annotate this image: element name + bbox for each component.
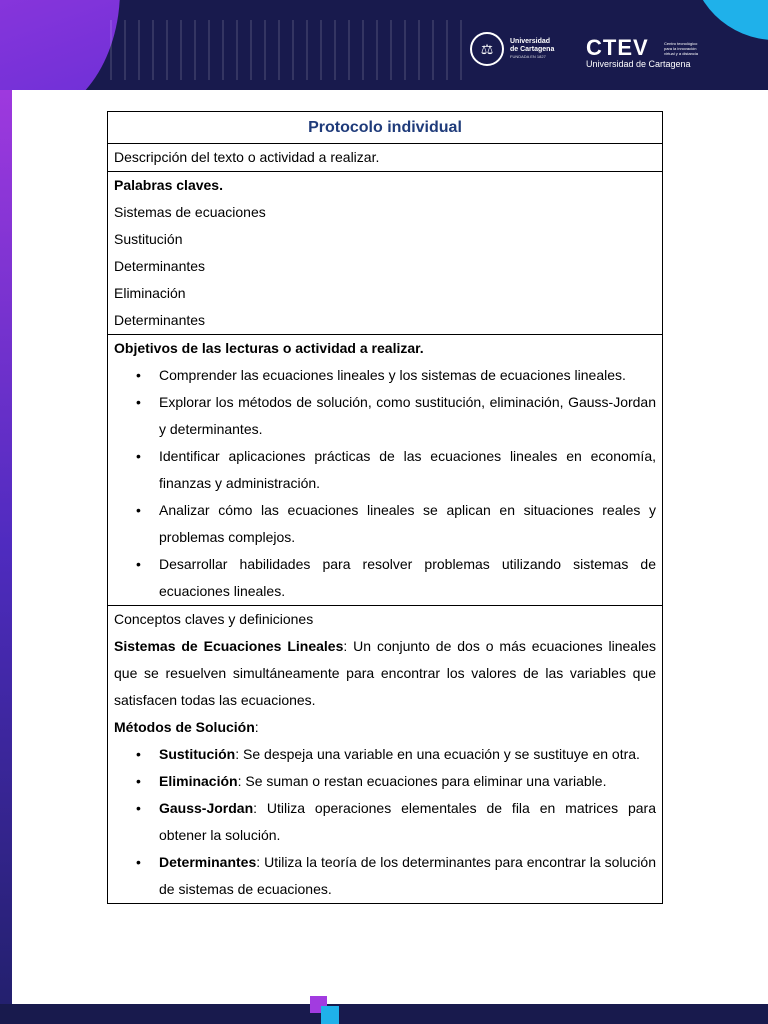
method-text: : Se despeja una variable en una ecuación y se sustituye en otra. (235, 746, 640, 762)
method-term: Sustitución (159, 746, 236, 762)
method-text: : Utiliza la teoría de los determinantes para encontrar la solución de sistemas de ecuaciones. (159, 854, 656, 897)
method-item (114, 768, 656, 795)
decorative-pattern (110, 20, 470, 80)
keywords-heading: Palabras claves. (114, 177, 223, 193)
left-gradient-bar (0, 90, 12, 1004)
keyword-item: Eliminación (114, 285, 186, 301)
objective-item: • Analizar cómo las ecuaciones lineales se aplican en situaciones reales y problemas complejos. (114, 497, 656, 551)
objectives-heading: Objetivos de las lecturas o actividad a realizar. (114, 340, 424, 356)
method-term: Eliminación (159, 773, 238, 789)
concepts-cell (108, 606, 662, 903)
methods-term: Métodos de Solución (114, 719, 255, 735)
university-name-line2: de Cartagena (510, 46, 555, 53)
objective-item: • Comprender las ecuaciones lineales y los sistemas de ecuaciones lineales. (114, 362, 656, 389)
objectives-cell (108, 335, 662, 606)
method-term: Determinantes (159, 854, 257, 870)
systems-definition-text: : Un conjunto de dos o más ecuaciones lineales que se resuelven simultáneamente para encontrar los valores de las variables que satisfacen todas las ecuaciones. (114, 638, 656, 708)
decorative-blue-square (321, 1006, 339, 1024)
header-banner (0, 0, 768, 90)
method-item (114, 849, 656, 903)
ctev-title: CTEV (586, 35, 649, 60)
systems-definition (114, 633, 656, 714)
concepts-heading: Conceptos claves y definiciones (114, 611, 314, 627)
university-seal-icon: ⚖ (470, 32, 504, 66)
keyword-item: Sustitución (114, 231, 183, 247)
keyword-item: Determinantes (114, 312, 206, 328)
objective-item: • Desarrollar habilidades para resolver problemas utilizando sistemas de ecuaciones lineales. (114, 551, 656, 605)
decorative-blue-shape (690, 0, 768, 40)
footer-bar (0, 1004, 768, 1024)
method-item (114, 741, 656, 768)
university-name-line1: Universidad (510, 38, 551, 45)
objective-item: • Identificar aplicaciones prácticas de las ecuaciones lineales en economía, finanzas y administración. (114, 443, 656, 497)
systems-term: Sistemas de Ecuaciones Lineales (114, 638, 344, 654)
methods-heading (114, 714, 656, 741)
keyword-item: Sistemas de ecuaciones (114, 204, 266, 220)
method-text: : Se suman o restan ecuaciones para eliminar una variable. (237, 773, 607, 789)
methods-colon: : (254, 719, 259, 735)
keywords-cell (108, 172, 662, 335)
keyword-item: Determinantes (114, 258, 206, 274)
method-item (114, 795, 656, 849)
ctev-tagline: Centro tecnológico para la innovación virtual y a distancia (664, 41, 699, 56)
universidad-de-cartagena-logo (470, 32, 554, 66)
university-founded: FUNDADA EN 1827 (510, 54, 546, 59)
method-term: Gauss-Jordan (159, 800, 254, 816)
ctev-subtitle: Universidad de Cartagena (586, 59, 691, 69)
ctev-logo (586, 35, 699, 70)
decorative-purple-shape (0, 0, 120, 90)
protocol-title: Protocolo individual (108, 112, 662, 144)
protocol-table (107, 111, 663, 904)
method-text: : Utiliza operaciones elementales de fila en matrices para obtener la solución. (159, 800, 656, 843)
objective-item: • Explorar los métodos de solución, como sustitución, eliminación, Gauss-Jordan y determinantes. (114, 389, 656, 443)
description-cell: Descripción del texto o actividad a realizar. (108, 144, 662, 172)
